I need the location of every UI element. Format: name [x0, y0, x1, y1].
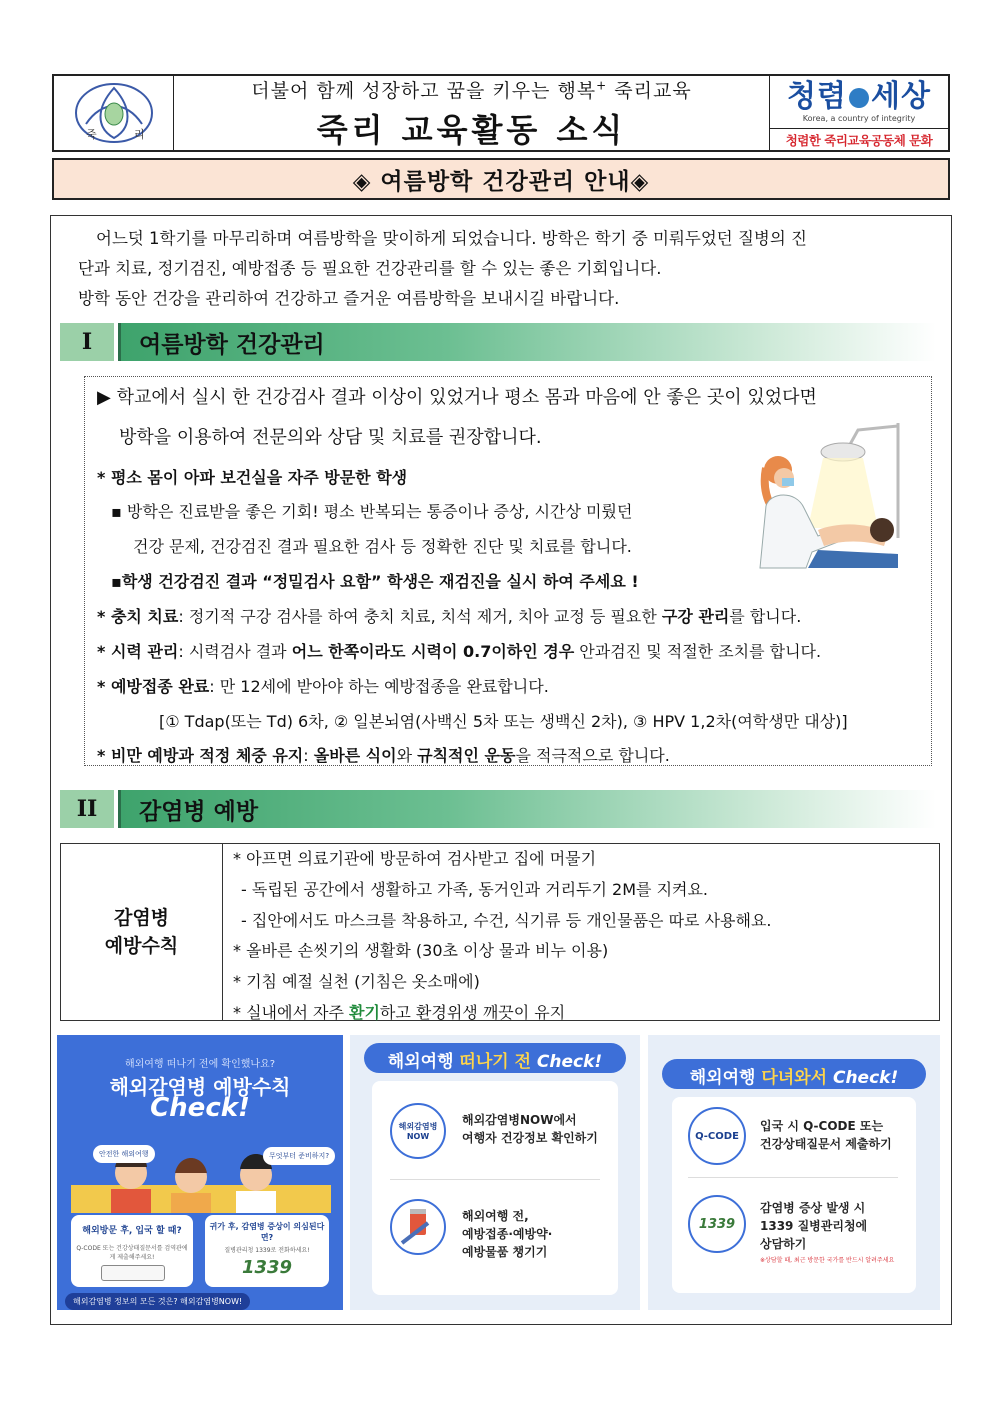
medicine-icon: [390, 1199, 446, 1255]
section-2-header: [60, 790, 936, 828]
intro-line: 어느덧 1학기를 마무리하며 여름방학을 맞이하게 되었습니다. 방학은 학기 중 미뤄두었던 질병의 진: [96, 229, 807, 248]
table-label: 감염병 예방수칙: [61, 844, 223, 1020]
school-logo-icon: [72, 80, 156, 146]
rule-row: - 집안에서도 마스크를 착용하고, 수건, 식기류 등 개인물품은 따로 사용해요.: [241, 910, 772, 930]
integrity-footer: 청렴한 죽리교육공동체 문화: [770, 128, 948, 150]
poster2-divider: [390, 1179, 600, 1180]
poster3-title: 해외여행 다녀와서 Check!: [689, 1068, 899, 1088]
section-1-number: I: [60, 323, 118, 361]
poster1-bubble: 무엇부터 준비하지?: [263, 1147, 335, 1165]
section-1-header: [60, 323, 936, 361]
intro-line: 방학 동안 건강을 관리하여 건강하고 즐거운 여름방학을 보내시길 바랍니다.: [78, 289, 620, 308]
hotline-1339-icon: 1339: [688, 1195, 746, 1253]
integrity-subtitle: Korea, a country of integrity: [802, 113, 916, 123]
phone-1339: 1339: [241, 1257, 293, 1278]
poster3-item1: 입국 시 Q-CODE 또는 건강상태질문서 제출하기: [760, 1119, 892, 1151]
poster1-card: 해외방문 후, 입국 할 때? Q-CODE 또는 건강상태질문서를 검역관에게 제출해주세요!: [71, 1215, 193, 1287]
section-2-number: II: [60, 790, 118, 828]
intro-paragraph: [78, 224, 928, 314]
integrity-dot-icon: [849, 88, 869, 108]
intro-line: 단과 치료, 정기검진, 예방접종 등 필요한 건강관리를 할 수 있는 좋은 기회입니다.: [78, 259, 662, 278]
poster1-footer: 해외감염병 정보의 모든 것은? 해외감염병NOW!: [65, 1293, 250, 1310]
frequent-visitor-item: * 평소 몸이 아파 보건실을 자주 방문한 학생: [97, 468, 408, 487]
rule-row: * 올바른 손씻기의 생활화 (30초 이상 물과 비누 이용): [233, 941, 609, 961]
vision-item: * 시력 관리: 시력검사 결과 어느 한쪽이라도 시력이 0.7이하인 경우 안과검진 및 적절한 조치를 합니다.: [97, 642, 822, 661]
obesity-item: * 비만 예방과 적정 체중 유지: 올바른 식이와 규칙적인 운동을 적극적으로 합니다.: [97, 746, 670, 765]
slogan: 더불어 함께 성장하고 꿈을 키우는 행복+ 죽리교육: [251, 78, 692, 102]
infection-prevention-table: [60, 843, 940, 1021]
rule-row: * 기침 예절 실천 (기침은 옷소매에): [233, 972, 480, 992]
title-cell: [174, 76, 770, 150]
poster2-item1: 해외감염병NOW에서 여행자 건강정보 확인하기: [462, 1113, 598, 1145]
poster3-note: ※상담할 때, 최근 방문한 국가를 반드시 알려주세요: [760, 1257, 895, 1264]
logo-right-text: 리: [133, 128, 145, 141]
poster-overseas-prevention: [57, 1035, 343, 1310]
header: [52, 74, 950, 152]
lead-line: ▶ 학교에서 실시 한 건강검사 결과 이상이 있었거나 평소 몸과 마음에 안 좋은 곳이 있었다면: [97, 387, 817, 408]
rule-row: * 아프면 의료기관에 방문하여 검사받고 집에 머물기: [233, 849, 597, 868]
vaccination-item: * 예방접종 완료: 만 12세에 받아야 하는 예방접종을 완료합니다.: [97, 677, 549, 696]
rule-row: - 독립된 공간에서 생활하고 가족, 동거인과 거리두기 2M를 지켜요.: [241, 879, 709, 899]
poster-before-travel: [350, 1035, 640, 1310]
section-2-title: 감염병 예방: [118, 790, 936, 828]
rule-row: * 실내에서 자주 환기하고 환경위생 깨끗이 유지: [233, 1002, 566, 1022]
section-1-title: 여름방학 건강관리: [118, 323, 936, 361]
overseas-now-icon: 해외감염병 NOW: [390, 1103, 446, 1159]
poster3-item2: 감염병 증상 발생 시 1339 질병관리청에 상담하기: [760, 1201, 868, 1251]
frequent-visitor-detail: 건강 문제, 건강검진 결과 필요한 검사 등 정확한 진단 및 치료를 합니다.: [133, 537, 632, 556]
poster2-item2: 해외여행 전, 예방접종·예방약· 예방물품 챙기기: [462, 1209, 553, 1259]
poster1-top: 해외여행 떠나기 전에 확인했나요?: [124, 1059, 276, 1070]
poster2-title: 해외여행 떠나기 전 Check!: [387, 1052, 603, 1072]
dentist-illustration: [748, 418, 908, 578]
poster1-check: Check!: [150, 1093, 250, 1123]
frequent-visitor-detail: ▪ 방학은 진료받을 좋은 기회! 평소 반복되는 통증이나 증상, 시간상 미뤘던: [111, 502, 633, 521]
q-code-icon: Q-CODE: [688, 1107, 746, 1165]
poster1-card: 귀가 후, 감염병 증상이 의심된다면? 질병관리청 1339로 전화하세요! 1339: [205, 1215, 329, 1287]
lead-line: 방학을 이용하여 전문의와 상담 및 치료를 권장합니다.: [119, 427, 542, 448]
integrity-brand-cell: [770, 76, 948, 150]
vaccination-detail: [① Tdap(또는 Td) 6차, ② 일본뇌염(사백신 5차 또는 생백신 2차), ③ HPV 1,2차(여학생만 대상)]: [159, 712, 848, 731]
poster1-bubble: 안전한 해외여행: [93, 1145, 155, 1163]
recheck-item: ▪학생 건강검진 결과 “정밀검사 요함” 학생은 재검진을 실시 하여 주세요 !: [111, 572, 639, 591]
poster-after-travel: [648, 1035, 940, 1310]
dental-item: * 충치 치료: 정기적 구강 검사를 하여 충치 치료, 치석 제거, 치아 교정 등 필요한 구강 관리를 합니다.: [97, 607, 802, 626]
page-title: 죽리 교육활동 소식: [316, 110, 627, 149]
logo-left-text: 죽: [85, 128, 97, 141]
poster3-divider: [688, 1177, 898, 1178]
poster1-title: 해외감염병 예방수칙: [109, 1075, 291, 1099]
notice-banner: ◈ 여름방학 건강관리 안내◈: [52, 158, 950, 200]
integrity-logo: 청렴 세상: [787, 78, 931, 114]
table-rules: [223, 844, 939, 1020]
qr-code-icon: [101, 1265, 165, 1281]
school-logo-cell: [54, 76, 174, 150]
